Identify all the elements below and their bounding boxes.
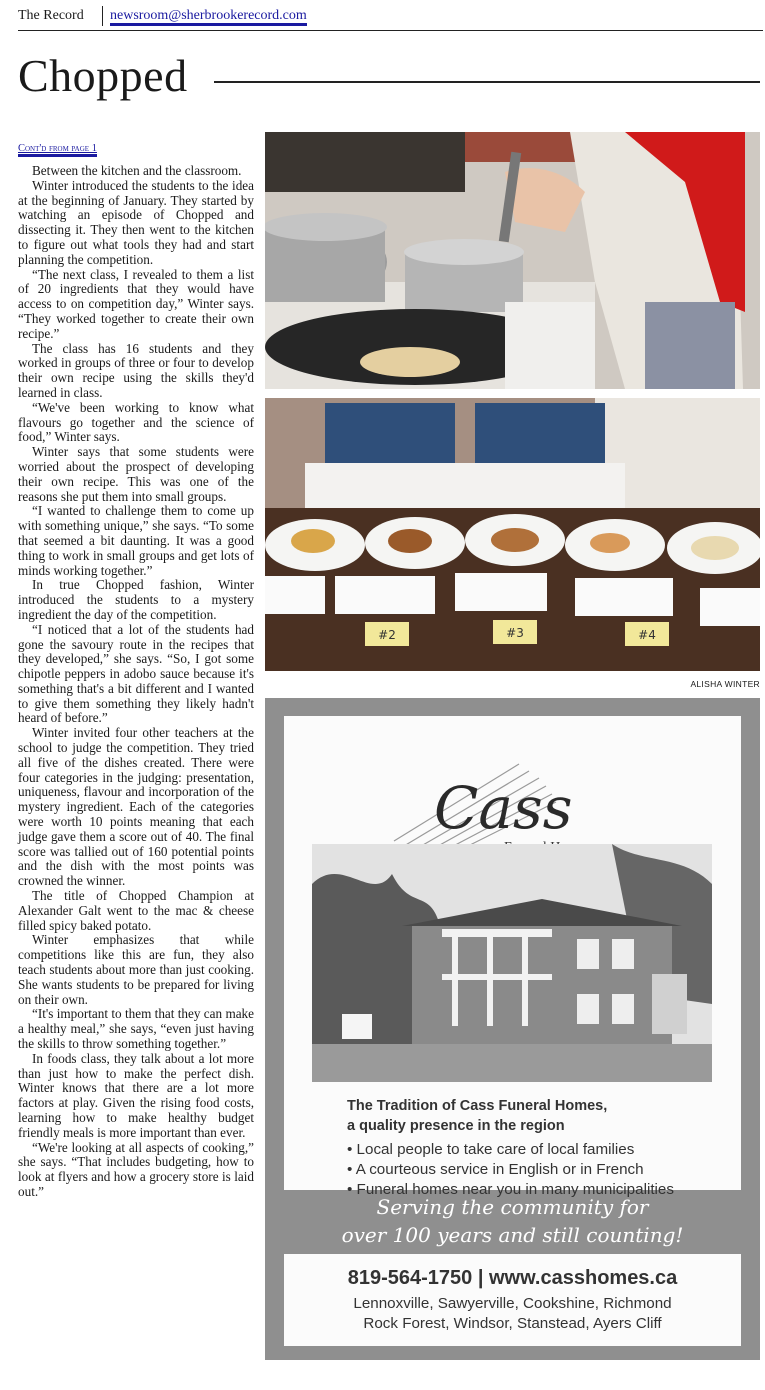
article-paragraph: In true Chopped fashion, Winter introduced the students to a mystery ingredient the day of the competition. [18,577,254,622]
card-2-label [365,622,409,646]
publication-name: The Record [18,8,84,23]
ad-locations-line1: Lennoxville, Sawyerville, Cookshine, Richmond [353,1295,672,1312]
cass-funeral-homes-ad[interactable] [265,698,760,1360]
article-paragraph: “We're looking at all aspects of cooking,” she says. “That includes budgeting, how to look at flyers and how a grocery store is laid out.” [18,1139,254,1199]
ad-locations [284,1294,741,1334]
article-paragraph: “We've been working to know what flavours go together and the science of food,” Winter says. [18,399,254,445]
headline-rule [214,81,760,83]
article-paragraph: Winter says that some students were worried about the prospect of developing their own recipe. This was one of the reasons she put them into small groups. [18,444,254,504]
newsroom-email-link[interactable]: newsroom@sherbrookerecord.com [110,8,307,26]
article-paragraph: “The next class, I revealed to them a list of 20 ingredients that they would have access to on competition day,” Winter says. “They worked together to create their own recipe.” [18,266,254,341]
article-paragraph: Winter invited four other teachers at the school to judge the competition. They tried all five of the dishes created. There were four categories in the judging: presentation, uniqueness, flavour and incorporation of the mystery ingredient. Each of the categories were worth 10 points meaning that each judge gave them a score out of 40. The final score was tallied out of 160 potential points and the dish with the most points was crowned the winner. [18,725,254,889]
funeral-home-photo [312,844,712,1082]
article-body [18,140,254,1200]
masthead [18,6,763,31]
ad-bullet: • Funeral homes near you in many municipalities [347,1180,674,1200]
headline: Chopped [18,50,188,101]
cooking-photo [265,132,760,389]
ad-bullet-list [347,1140,674,1200]
masthead-divider [102,6,103,26]
article-paragraph: Between the kitchen and the classroom. [32,163,242,178]
ad-slogan-line2: over 100 years and still counting! [341,1223,684,1247]
ad-bullet: • A courteous service in English or in French [347,1160,674,1180]
ad-main-panel [284,716,741,1198]
card-4-text: #4 [638,628,656,642]
ad-slogan-line1: Serving the community for [376,1195,649,1219]
ad-tagline-line1: The Tradition of Cass Funeral Homes, [347,1098,608,1114]
ad-bullet: • Local people to take care of local families [347,1140,674,1160]
article-paragraph: “I noticed that a lot of the students had gone the savoury route in the recipes that they developed,” she says. “So, I got some chipotle peppers in adobo sauce because it's something that's a bit different and I wanted to give them something they likely hadn't heard of before.” [18,621,254,726]
ad-slogan [265,1193,760,1249]
ad-phone-website[interactable]: 819-564-1750 | www.casshomes.ca [347,1267,678,1289]
article-paragraph: In foods class, they talk about a lot more than just how to make the perfect dish. Winter knows that there are a lot more factors at play. Given the rising food costs, learning how to make healthy budget friendly meals is more important than ever. [18,1050,254,1140]
card-2-text: #2 [378,628,396,642]
ad-tagline-line2: a quality presence in the region [347,1118,565,1134]
article-paragraph: “It's important to them that they can make a healthy meal,” she says, “even just having the skills to throw something together.” [18,1006,254,1052]
photo-credit: ALISHA WINTER [690,679,760,689]
ad-contact-panel [284,1254,741,1346]
ad-tagline [347,1096,607,1136]
card-4-label [625,622,669,646]
article-paragraph: The title of Chopped Champion at Alexander Galt went to the mac & cheese filled spicy baked potato. [18,888,254,933]
article-paragraph: “I wanted to challenge them to come up with something unique,” she says. “To some that seemed a bit daunting. It was a good thing to work in small groups and get lots of minds working together.” [18,503,254,578]
article-paragraph: Winter introduced the students to the idea at the beginning of January. They started by watching an episode of Chopped and dissecting it. They then went to the kitchen to figure out what tools they had and start planning the competition. [18,177,254,267]
logo-name: Cass [434,774,573,842]
ad-locations-line2: Rock Forest, Windsor, Stanstead, Ayers Cliff [363,1315,662,1332]
card-3-label [493,620,537,644]
continued-from-link[interactable]: Cont'd from page 1 [18,143,97,157]
article-paragraph: Winter emphasizes that while competitions like this are fun, they also teach students about more than just cooking. She wants students to be prepared for living on their own. [18,932,254,1007]
article-paragraph: The class has 16 students and they worked in groups of three or four to develop their own recipe using the skills they'd learned in class. [18,340,254,400]
dishes-photo [265,398,760,671]
card-3-text: #3 [506,626,524,640]
